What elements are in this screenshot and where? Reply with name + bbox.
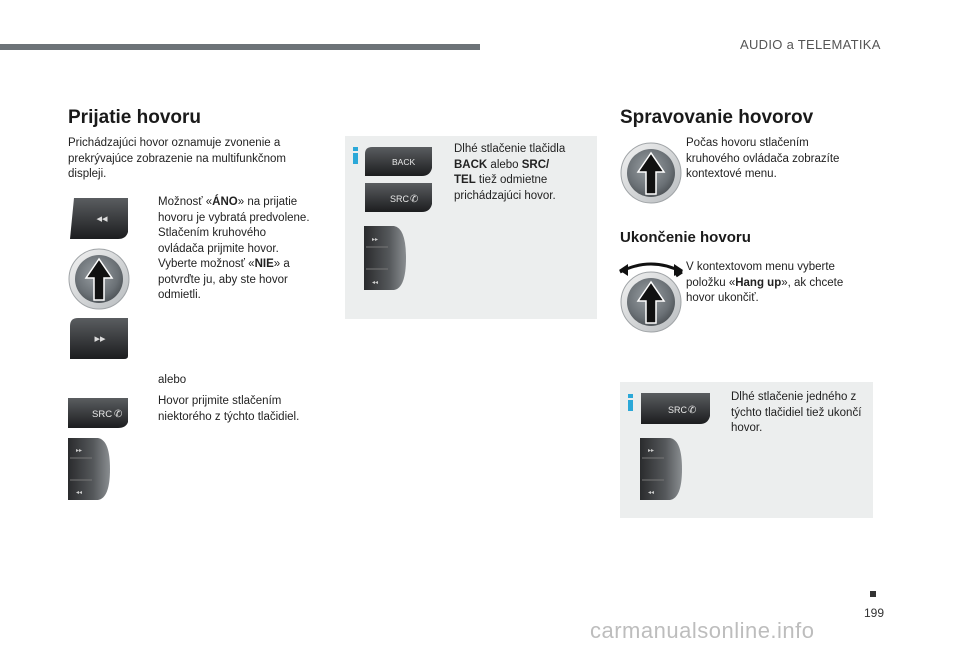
reject-info-text: Dlhé stlačenie tlačidla BACK alebo SRC/ TEL tiež odmietne prichádzajúci hovor. [454, 143, 566, 202]
footer-marker [870, 591, 876, 597]
or-label: alebo [158, 374, 187, 386]
src-tel-button-illustration [640, 392, 712, 426]
rotary-knob-illustration [620, 142, 682, 204]
header-bar [0, 44, 480, 50]
src-label: SRC [390, 194, 410, 204]
page-number: 199 [864, 606, 885, 620]
steering-thumb-pad-illustration [364, 224, 408, 292]
left-title: Prijatie hovoru [68, 107, 202, 128]
rotary-knob-rotate-illustration [616, 258, 686, 334]
rewind-icon: ◂◂ [76, 490, 83, 496]
end-call-text: V kontextovom menu vyberte položku «Hang up», ak chcete hovor ukončiť. [686, 261, 844, 304]
forward-icon: ▸▸ [372, 237, 379, 243]
src-tel-button-illustration [68, 396, 130, 430]
info-icon [353, 147, 358, 164]
phone-icon: ✆ [114, 409, 123, 420]
section-header: AUDIO a TELEMATIKA [740, 37, 881, 52]
manage-call-text: Počas hovoru stlačením kruhového ovládača zobrazíte kontextové menu. [686, 137, 840, 180]
rewind-icon: ◂◂ [96, 213, 108, 225]
forward-icon: ▸▸ [648, 448, 655, 454]
phone-icon: ✆ [410, 194, 419, 205]
end-call-info-text: Dlhé stlačenie jedného z týchto tlačidiel tiež ukončí hovor. [731, 391, 862, 434]
steering-thumb-pad-illustration [68, 436, 112, 502]
watermark: carmanualsonline.info [590, 618, 815, 643]
accept-instructions: Možnosť «ÁNO» na prijatie hovoru je vybratá predvolene. Stlačením kruhového ovládača prijmite hovor. Vyberte možnosť «NIE» a potvrďte ju, aby ste hovor odmietli. [158, 196, 310, 301]
forward-icon: ▸▸ [76, 448, 83, 454]
src-label: SRC [92, 409, 113, 420]
back-button-illustration [364, 146, 434, 178]
forward-button-illustration [68, 316, 130, 360]
right-title: Spravovanie hovorov [620, 107, 814, 128]
forward-icon: ▸▸ [94, 333, 106, 345]
src-tel-button-illustration [364, 182, 434, 214]
rewind-icon: ◂◂ [372, 280, 379, 286]
info-icon [628, 394, 633, 411]
rewind-icon: ◂◂ [648, 490, 655, 496]
back-label: BACK [392, 157, 416, 167]
phone-icon: ✆ [688, 405, 697, 416]
rewind-button-illustration [68, 196, 130, 240]
end-call-subtitle: Ukončenie hovoru [620, 229, 751, 246]
src-label: SRC [668, 405, 688, 415]
accept-buttons-text: Hovor prijmite stlačením niektorého z týchto tlačidiel. [158, 395, 300, 423]
steering-thumb-pad-illustration [640, 436, 684, 502]
rotary-knob-illustration [68, 248, 130, 310]
left-intro: Prichádzajúci hovor oznamuje zvonenie a prekrývajúce zobrazenie na multifunkčnom displeji. [68, 137, 286, 180]
